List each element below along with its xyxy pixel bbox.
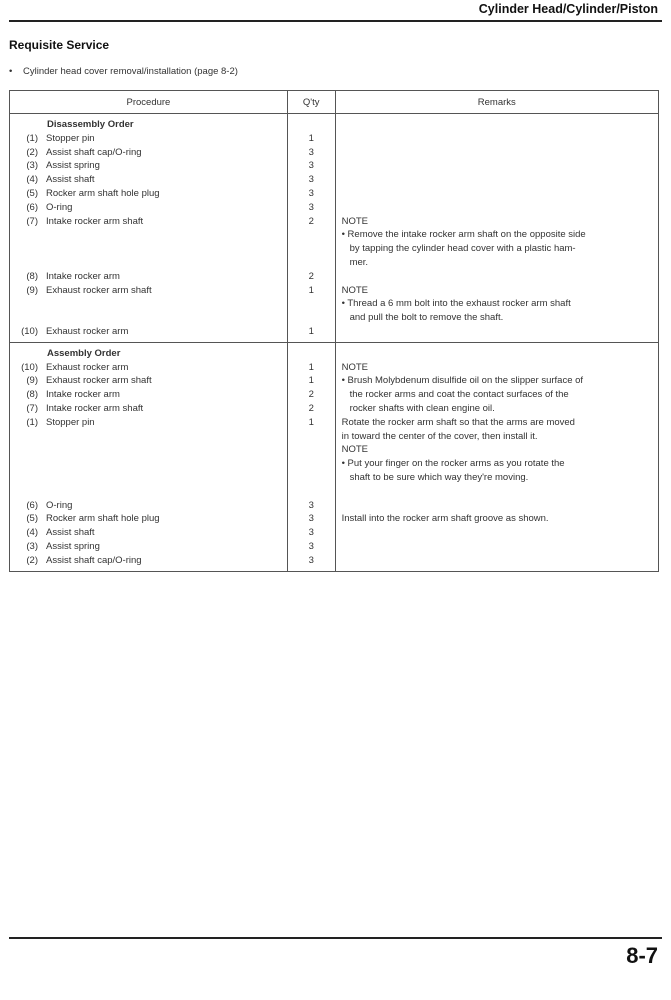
table-row <box>10 512 287 526</box>
note-text: • Brush Molybdenum disulfide oil on the slipper surface of <box>341 375 584 387</box>
header-rule <box>9 20 662 22</box>
item-number: (4) <box>26 527 38 539</box>
item-name: Assist shaft <box>46 527 95 539</box>
item-name: Assist shaft <box>46 174 95 186</box>
table-row <box>10 325 287 339</box>
item-qty: 1 <box>308 284 314 296</box>
note-text: • Remove the intake rocker arm shaft on the opposite side <box>341 229 586 241</box>
item-qty: 2 <box>308 402 314 414</box>
item-name: Assist shaft cap/O-ring <box>46 554 142 566</box>
table-row <box>10 173 287 187</box>
item-number: (1) <box>26 416 38 428</box>
note-label: NOTE <box>341 444 368 456</box>
spacer-row <box>288 228 335 242</box>
bullet: • <box>9 66 13 77</box>
item-number: (4) <box>26 174 38 186</box>
item-number: (8) <box>26 270 38 282</box>
item-number: (7) <box>26 215 38 227</box>
table-row <box>10 540 287 554</box>
spacer-row <box>288 485 335 499</box>
assembly-qty-cell <box>287 342 335 571</box>
item-number: (6) <box>26 201 38 213</box>
spacer-row <box>10 443 287 457</box>
spacer-row <box>342 485 652 499</box>
item-number: (9) <box>26 284 38 296</box>
item-name: Assist spring <box>46 160 100 172</box>
table-row <box>10 554 287 568</box>
item-number: (10) <box>21 325 38 337</box>
item-number: (3) <box>26 540 38 552</box>
item-name: Exhaust rocker arm shaft <box>46 375 152 387</box>
table-row <box>10 270 287 284</box>
table-row <box>10 416 287 430</box>
item-number: (5) <box>26 513 38 525</box>
item-name: Intake rocker arm <box>46 270 120 282</box>
item-name: Exhaust rocker arm <box>46 361 129 373</box>
requisite-text: Cylinder head cover removal/installation (page 8-2) <box>23 66 238 77</box>
item-name: O-ring <box>46 201 73 213</box>
spacer-row <box>342 201 652 215</box>
spacer-row <box>342 540 652 554</box>
page-number: 8-7 <box>626 943 658 968</box>
spacer-row <box>288 457 335 471</box>
remark-text: Install into the rocker arm shaft groove as shown. <box>341 513 549 525</box>
item-name: Rocker arm shaft hole plug <box>46 187 160 199</box>
table-row <box>10 361 287 375</box>
item-qty: 2 <box>308 215 314 227</box>
item-name: Rocker arm shaft hole plug <box>46 513 160 525</box>
spacer-row <box>288 242 335 256</box>
item-qty: 3 <box>308 499 314 511</box>
disassembly-group <box>10 114 659 343</box>
item-number: (1) <box>26 132 38 144</box>
table-row <box>10 526 287 540</box>
item-number: (2) <box>26 554 38 566</box>
note-label: NOTE <box>341 284 368 296</box>
table-row <box>10 402 287 416</box>
item-name: Stopper pin <box>46 132 95 144</box>
header-qty: Q'ty <box>287 91 335 114</box>
assembly-title: Assembly Order <box>47 347 121 359</box>
spacer-row <box>342 554 652 568</box>
note-text: by tapping the cylinder head cover with a plastic ham- <box>349 243 576 255</box>
item-qty: 3 <box>308 174 314 186</box>
item-qty: 3 <box>308 554 314 566</box>
header-procedure: Procedure <box>10 91 288 114</box>
assembly-group <box>10 342 659 571</box>
spacer-row <box>288 256 335 270</box>
spacer-row <box>288 297 335 311</box>
item-qty: 1 <box>308 325 314 337</box>
table-row <box>10 146 287 160</box>
spacer-row <box>288 430 335 444</box>
spacer-row <box>10 228 287 242</box>
disassembly-qty-cell <box>287 114 335 343</box>
item-qty: 1 <box>308 132 314 144</box>
spacer-row <box>10 457 287 471</box>
spacer-row <box>10 430 287 444</box>
assembly-procedure-cell <box>10 342 288 571</box>
item-name: O-ring <box>46 499 73 511</box>
remark-text: Rotate the rocker arm shaft so that the arms are moved <box>341 416 575 428</box>
item-qty: 3 <box>308 513 314 525</box>
item-number: (3) <box>26 160 38 172</box>
spacer-row <box>342 187 652 201</box>
item-name: Intake rocker arm shaft <box>46 402 144 414</box>
item-name: Exhaust rocker arm <box>46 325 129 337</box>
spacer-row <box>10 485 287 499</box>
item-number: (9) <box>26 375 38 387</box>
requisite-item <box>9 66 238 77</box>
item-qty: 2 <box>308 389 314 401</box>
header-remarks: Remarks <box>335 91 658 114</box>
item-number: (6) <box>26 499 38 511</box>
item-number: (5) <box>26 187 38 199</box>
procedure-table <box>9 90 659 572</box>
item-qty: 3 <box>308 146 314 158</box>
note-text: • Thread a 6 mm bolt into the exhaust rocker arm shaft <box>341 298 571 310</box>
item-name: Assist spring <box>46 540 100 552</box>
note-text: • Put your finger on the rocker arms as you rotate the <box>341 458 565 470</box>
item-qty: 3 <box>308 540 314 552</box>
note-text: and pull the bolt to remove the shaft. <box>349 312 504 324</box>
note-text: the rocker arms and coat the contact surfaces of the <box>349 389 569 401</box>
spacer-row <box>342 159 652 173</box>
table-row <box>10 499 287 513</box>
item-number: (10) <box>21 361 38 373</box>
spacer-row <box>342 347 652 361</box>
spacer-row <box>288 443 335 457</box>
item-qty: 2 <box>308 270 314 282</box>
table-row <box>10 132 287 146</box>
spacer-row <box>342 173 652 187</box>
chapter-title: Cylinder Head/Cylinder/Piston <box>478 2 658 16</box>
disassembly-remarks-cell <box>335 114 658 343</box>
assembly-remarks-cell <box>335 342 658 571</box>
spacer-row <box>288 471 335 485</box>
footer-rule <box>9 937 662 939</box>
spacer-row <box>342 118 652 132</box>
item-qty: 1 <box>308 416 314 428</box>
item-number: (2) <box>26 146 38 158</box>
remark-text: in toward the center of the cover, then install it. <box>341 430 538 442</box>
item-name: Assist shaft cap/O-ring <box>46 146 142 158</box>
item-name: Stopper pin <box>46 416 95 428</box>
item-qty: 3 <box>308 527 314 539</box>
table-row <box>10 201 287 215</box>
table-row <box>10 187 287 201</box>
item-name: Intake rocker arm <box>46 389 120 401</box>
table-row <box>10 388 287 402</box>
note-label: NOTE <box>341 215 368 227</box>
note-text: shaft to be sure which way they're moving. <box>349 471 529 483</box>
item-qty: 3 <box>308 187 314 199</box>
item-number: (7) <box>26 402 38 414</box>
item-qty: 1 <box>308 361 314 373</box>
disassembly-title: Disassembly Order <box>47 119 134 130</box>
item-qty: 3 <box>308 201 314 213</box>
spacer-row <box>288 311 335 325</box>
spacer-row <box>342 499 652 513</box>
table-header-row <box>10 91 659 114</box>
item-number: (8) <box>26 389 38 401</box>
item-name: Intake rocker arm shaft <box>46 215 144 227</box>
table-row <box>10 215 287 229</box>
table-row <box>10 159 287 173</box>
spacer-row <box>10 471 287 485</box>
note-label: NOTE <box>341 361 368 373</box>
spacer-row <box>288 347 335 361</box>
table-row <box>10 284 287 298</box>
spacer-row <box>342 146 652 160</box>
table-row <box>10 374 287 388</box>
spacer-row <box>10 311 287 325</box>
spacer-row <box>288 118 335 132</box>
item-qty: 1 <box>308 375 314 387</box>
spacer-row <box>342 526 652 540</box>
note-text: rocker shafts with clean engine oil. <box>349 402 495 414</box>
spacer-row <box>10 297 287 311</box>
section-title: Requisite Service <box>9 38 110 52</box>
spacer-row <box>10 256 287 270</box>
spacer-row <box>342 132 652 146</box>
item-qty: 3 <box>308 160 314 172</box>
spacer-row <box>10 242 287 256</box>
disassembly-procedure-cell <box>10 114 288 343</box>
note-text: mer. <box>349 256 369 268</box>
item-name: Exhaust rocker arm shaft <box>46 284 152 296</box>
spacer-row <box>342 270 652 284</box>
